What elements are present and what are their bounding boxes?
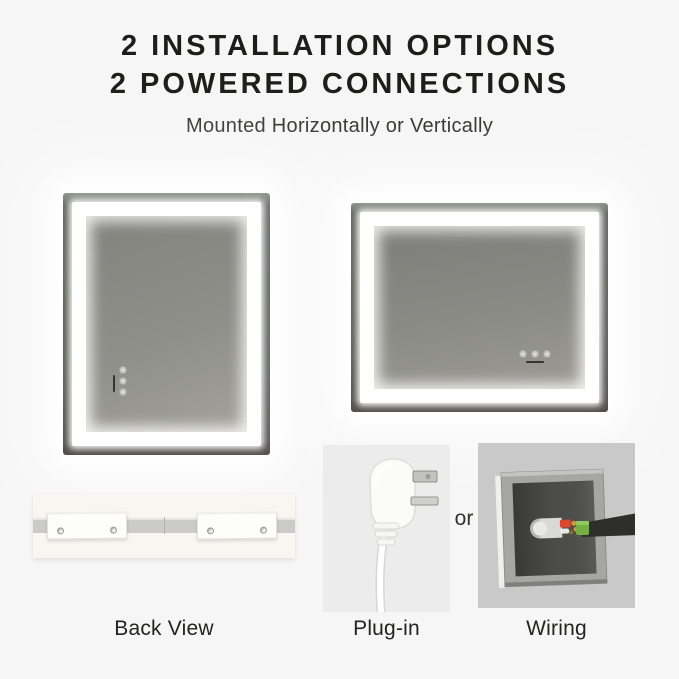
mirror-glass — [86, 216, 247, 432]
strip-seam — [164, 517, 165, 534]
plug-in-label: Plug-in — [353, 617, 420, 640]
screw-icon — [57, 527, 64, 534]
page-subtitle: Mounted Horizontally or Vertically — [186, 115, 493, 137]
touch-button-icon — [531, 350, 539, 358]
wiring-photo — [478, 443, 635, 608]
title-line-2: 2 POWERED CONNECTIONS — [109, 68, 570, 100]
back-view-photo — [33, 494, 295, 558]
screw-icon — [260, 527, 267, 534]
touch-button-icon — [119, 366, 127, 374]
touch-button-icon — [543, 350, 551, 358]
horizontal-mirror-photo — [351, 203, 608, 412]
back-view-label: Back View — [114, 617, 214, 640]
wiring-label: Wiring — [526, 617, 587, 640]
power-mark-icon — [526, 361, 544, 363]
plug-in-photo — [323, 445, 450, 612]
mounting-bracket-icon — [197, 511, 277, 539]
title-line-1: 2 INSTALLATION OPTIONS — [120, 30, 559, 62]
touch-controls-icon — [113, 370, 127, 396]
touch-button-icon — [119, 388, 127, 396]
touch-button-icon — [519, 350, 527, 358]
touch-controls-icon — [519, 350, 551, 363]
vertical-mirror-photo — [63, 193, 270, 455]
junction-box-icon — [478, 443, 635, 608]
power-mark-icon — [113, 375, 115, 392]
touch-button-icon — [119, 377, 127, 385]
screw-icon — [207, 527, 214, 534]
or-separator: or — [454, 507, 474, 530]
mounting-bracket-icon — [47, 511, 127, 539]
page-title — [0, 27, 679, 103]
screw-icon — [110, 527, 117, 534]
power-plug-icon — [323, 445, 450, 612]
mirror-glass — [374, 226, 585, 389]
